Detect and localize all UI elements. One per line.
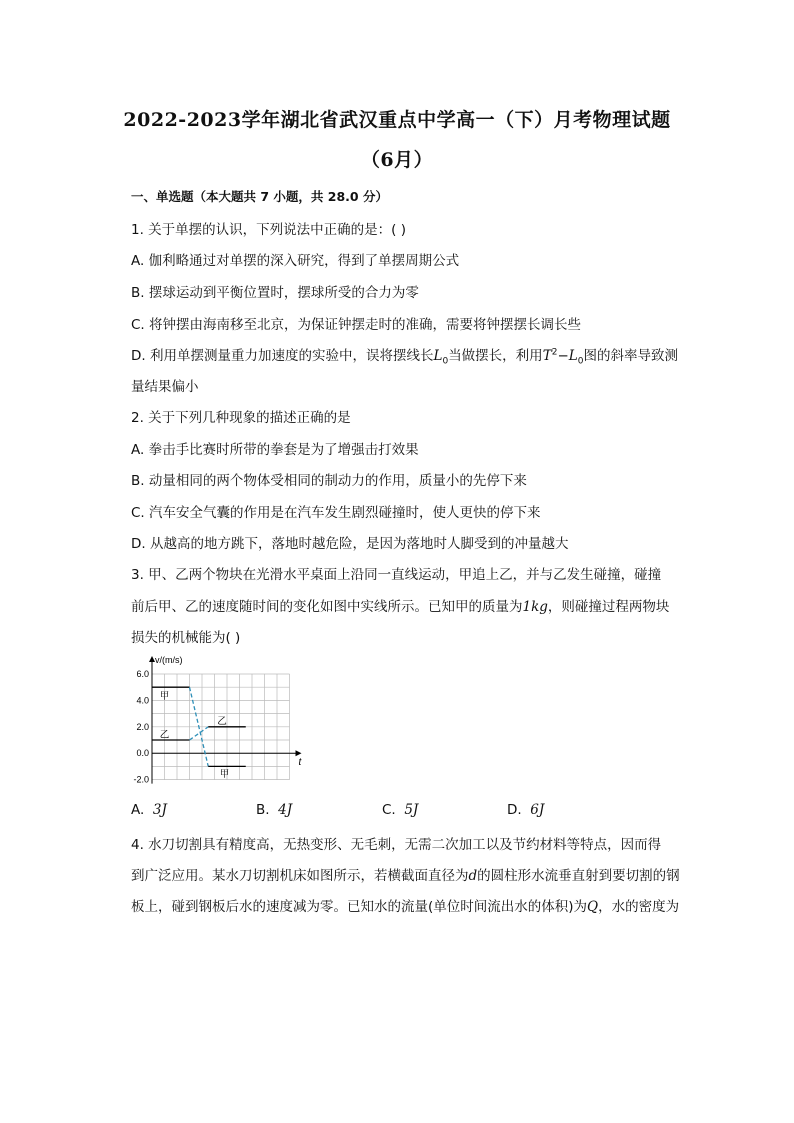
q1-option-d-continued: 量结果偏小 [131, 379, 199, 395]
section-heading: 一、单选题（本大题共 7 小题，共 28.0 分） [131, 189, 388, 204]
q2-option-b: B. 动量相同的两个物体受相同的制动力的作用，质量小的先停下来 [131, 473, 527, 489]
y-tick-label: 4.0 [136, 695, 149, 706]
q4-text-4: ，水的密度为 [598, 899, 680, 915]
math-subscript: 0 [577, 356, 584, 367]
q3-option-c [382, 802, 418, 818]
q2-option-a: A. 拳击手比赛时所带的拳套是为了增强击打效果 [131, 442, 419, 458]
option-label: C. [382, 802, 396, 818]
q2-option-c: C. 汽车安全气囊的作用是在汽车发生剧烈碰撞时，使人更快的停下来 [131, 505, 541, 521]
q4-text-1: 到广泛应用。某水刀切割机床如图所示，若横截面直径为 [131, 868, 469, 884]
q4-line1: 4. 水刀切割具有精度高，无热变形、无毛刺，无需二次加工以及节约材料等特点，因而得 [131, 837, 662, 853]
series-label: 甲 [159, 691, 170, 703]
q3-stem-line3: 损失的机械能为( ) [131, 630, 241, 646]
q1-option-d [131, 344, 678, 367]
option-label: A. [131, 802, 145, 818]
option-label: B. [256, 802, 270, 818]
q3-stem-line2 [131, 595, 669, 615]
y-tick-label: 0.0 [136, 748, 149, 759]
y-tick-label: 2.0 [136, 721, 149, 732]
option-label: D. [507, 802, 522, 818]
y-tick-label: 6.0 [136, 669, 149, 679]
series-label: 乙 [217, 716, 227, 728]
y-axis-label: v/(m/s) [155, 655, 183, 665]
q4-line2 [131, 864, 680, 884]
velocity-time-chart [128, 652, 302, 787]
q4-text-2: 的圆柱形水流垂直射到要切割的钢 [477, 868, 680, 884]
option-value: 3J [152, 802, 167, 818]
x-axis-arrow [296, 750, 302, 756]
q1-option-a: A. 伽利略通过对单摆的深入研究，得到了单摆周期公式 [131, 253, 460, 269]
series-label: 乙 [159, 729, 170, 741]
math-symbol: Q [587, 899, 599, 915]
q1-option-b: B. 摆球运动到平衡位置时，摆球所受的合力为零 [131, 285, 419, 301]
q3-stem-line1: 3. 甲、乙两个物块在光滑水平桌面上沿同一直线运动，甲追上乙，并与乙发生碰撞，碰撞 [131, 567, 662, 583]
q3-option-d [507, 802, 544, 818]
series-label: 甲 [219, 769, 230, 780]
math-symbol: d [468, 868, 478, 884]
q4-text-3: 板上，碰到钢板后水的速度减为零。已知水的流量(单位时间流出水的体积)为 [131, 899, 588, 915]
q1-d-text-2: 当做摆长，利用 [448, 348, 543, 364]
math-superscript: 2 [551, 347, 558, 358]
q2-option-d: D. 从越高的地方跳下，落地时越危险，是因为落地时人脚受到的冲量越大 [131, 536, 569, 552]
math-symbol: L [568, 348, 578, 364]
document-subtitle: （6月） [360, 149, 434, 171]
math-symbol: T [542, 348, 552, 364]
q2-stem: 2. 关于下列几种现象的描述正确的是 [131, 410, 351, 426]
q4-line3 [131, 895, 679, 915]
y-tick-label: -2.0 [133, 774, 149, 785]
q1-d-text-3: 图的斜率导致测 [583, 348, 678, 364]
q3-option-b [256, 802, 292, 818]
document-title: 2022-2023学年湖北省武汉重点中学高一（下）月考物理试题 [123, 109, 671, 131]
option-value: 4J [278, 802, 293, 818]
math-symbol: L [433, 348, 443, 364]
q1-d-text-1: D. 利用单摆测量重力加速度的实验中，误将摆线长 [131, 348, 434, 364]
math-subscript: 0 [442, 356, 449, 367]
option-value: 5J [404, 802, 419, 818]
q3-text-2: ，则碰撞过程两物块 [547, 599, 670, 615]
q3-text-1: 前后甲、乙的速度随时间的变化如图中实线所示。已知甲的质量为 [131, 599, 523, 615]
q1-option-c: C. 将钟摆由海南移至北京，为保证钟摆走时的准确，需要将钟摆摆长调长些 [131, 317, 582, 333]
q3-option-a [131, 802, 167, 818]
math-mass: 1kg [522, 599, 548, 615]
x-axis-label: t [298, 757, 302, 769]
math-minus: − [557, 348, 569, 364]
option-value: 6J [530, 802, 545, 818]
q1-stem: 1. 关于单摆的认识，下列说法中正确的是：( ) [131, 222, 406, 238]
